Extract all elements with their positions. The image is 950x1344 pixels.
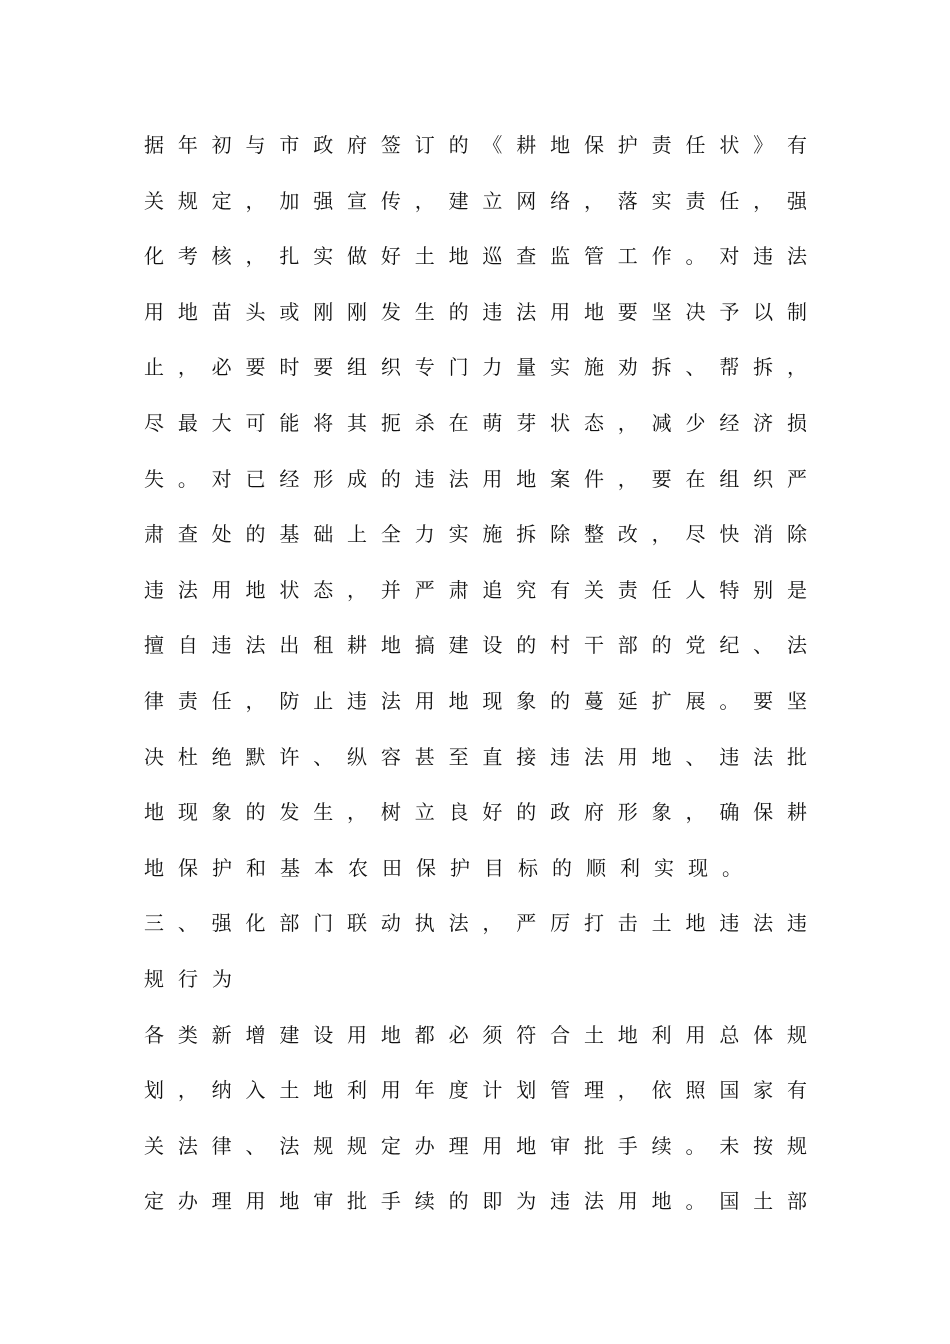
text-line: 据年初与市政府签订的《耕地保护责任状》有 bbox=[144, 133, 807, 157]
body-text bbox=[144, 118, 807, 1230]
text-line: 违法用地状态，并严肃追究有关责任人特别是 bbox=[144, 577, 807, 602]
text-line: 三、强化部门联动执法，严厉打击土地违法违 bbox=[144, 911, 807, 936]
text-line: 关法律、法规规定办理用地审批手续。未按规 bbox=[144, 1133, 807, 1158]
text-line: 关规定，加强宣传，建立网络，落实责任，强 bbox=[144, 188, 807, 213]
text-line: 擅自违法出租耕地搞建设的村干部的党纪、法 bbox=[144, 633, 807, 658]
text-line: 失。对已经形成的违法用地案件，要在组织严 bbox=[144, 466, 807, 491]
text-line: 规行为 bbox=[144, 966, 246, 991]
text-line: 地保护和基本农田保护目标的顺利实现。 bbox=[144, 855, 756, 880]
text-line: 尽最大可能将其扼杀在萌芽状态，减少经济损 bbox=[144, 410, 807, 435]
text-line: 决杜绝默许、纵容甚至直接违法用地、违法批 bbox=[144, 744, 807, 769]
text-line: 律责任，防止违法用地现象的蔓延扩展。要坚 bbox=[144, 688, 807, 713]
text-line: 止，必要时要组织专门力量实施劝拆、帮拆， bbox=[144, 355, 807, 380]
text-line: 各类新增建设用地都必须符合土地利用总体规 bbox=[144, 1022, 807, 1047]
text-line: 定办理用地审批手续的即为违法用地。国土部 bbox=[144, 1189, 807, 1214]
text-line: 划，纳入土地利用年度计划管理，依照国家有 bbox=[144, 1078, 807, 1103]
text-line: 用地苗头或刚刚发生的违法用地要坚决予以制 bbox=[144, 299, 807, 324]
text-line: 化考核，扎实做好土地巡查监管工作。对违法 bbox=[144, 244, 807, 269]
text-line: 肃查处的基础上全力实施拆除整改，尽快消除 bbox=[144, 522, 807, 547]
text-line: 地现象的发生，树立良好的政府形象，确保耕 bbox=[144, 800, 807, 825]
